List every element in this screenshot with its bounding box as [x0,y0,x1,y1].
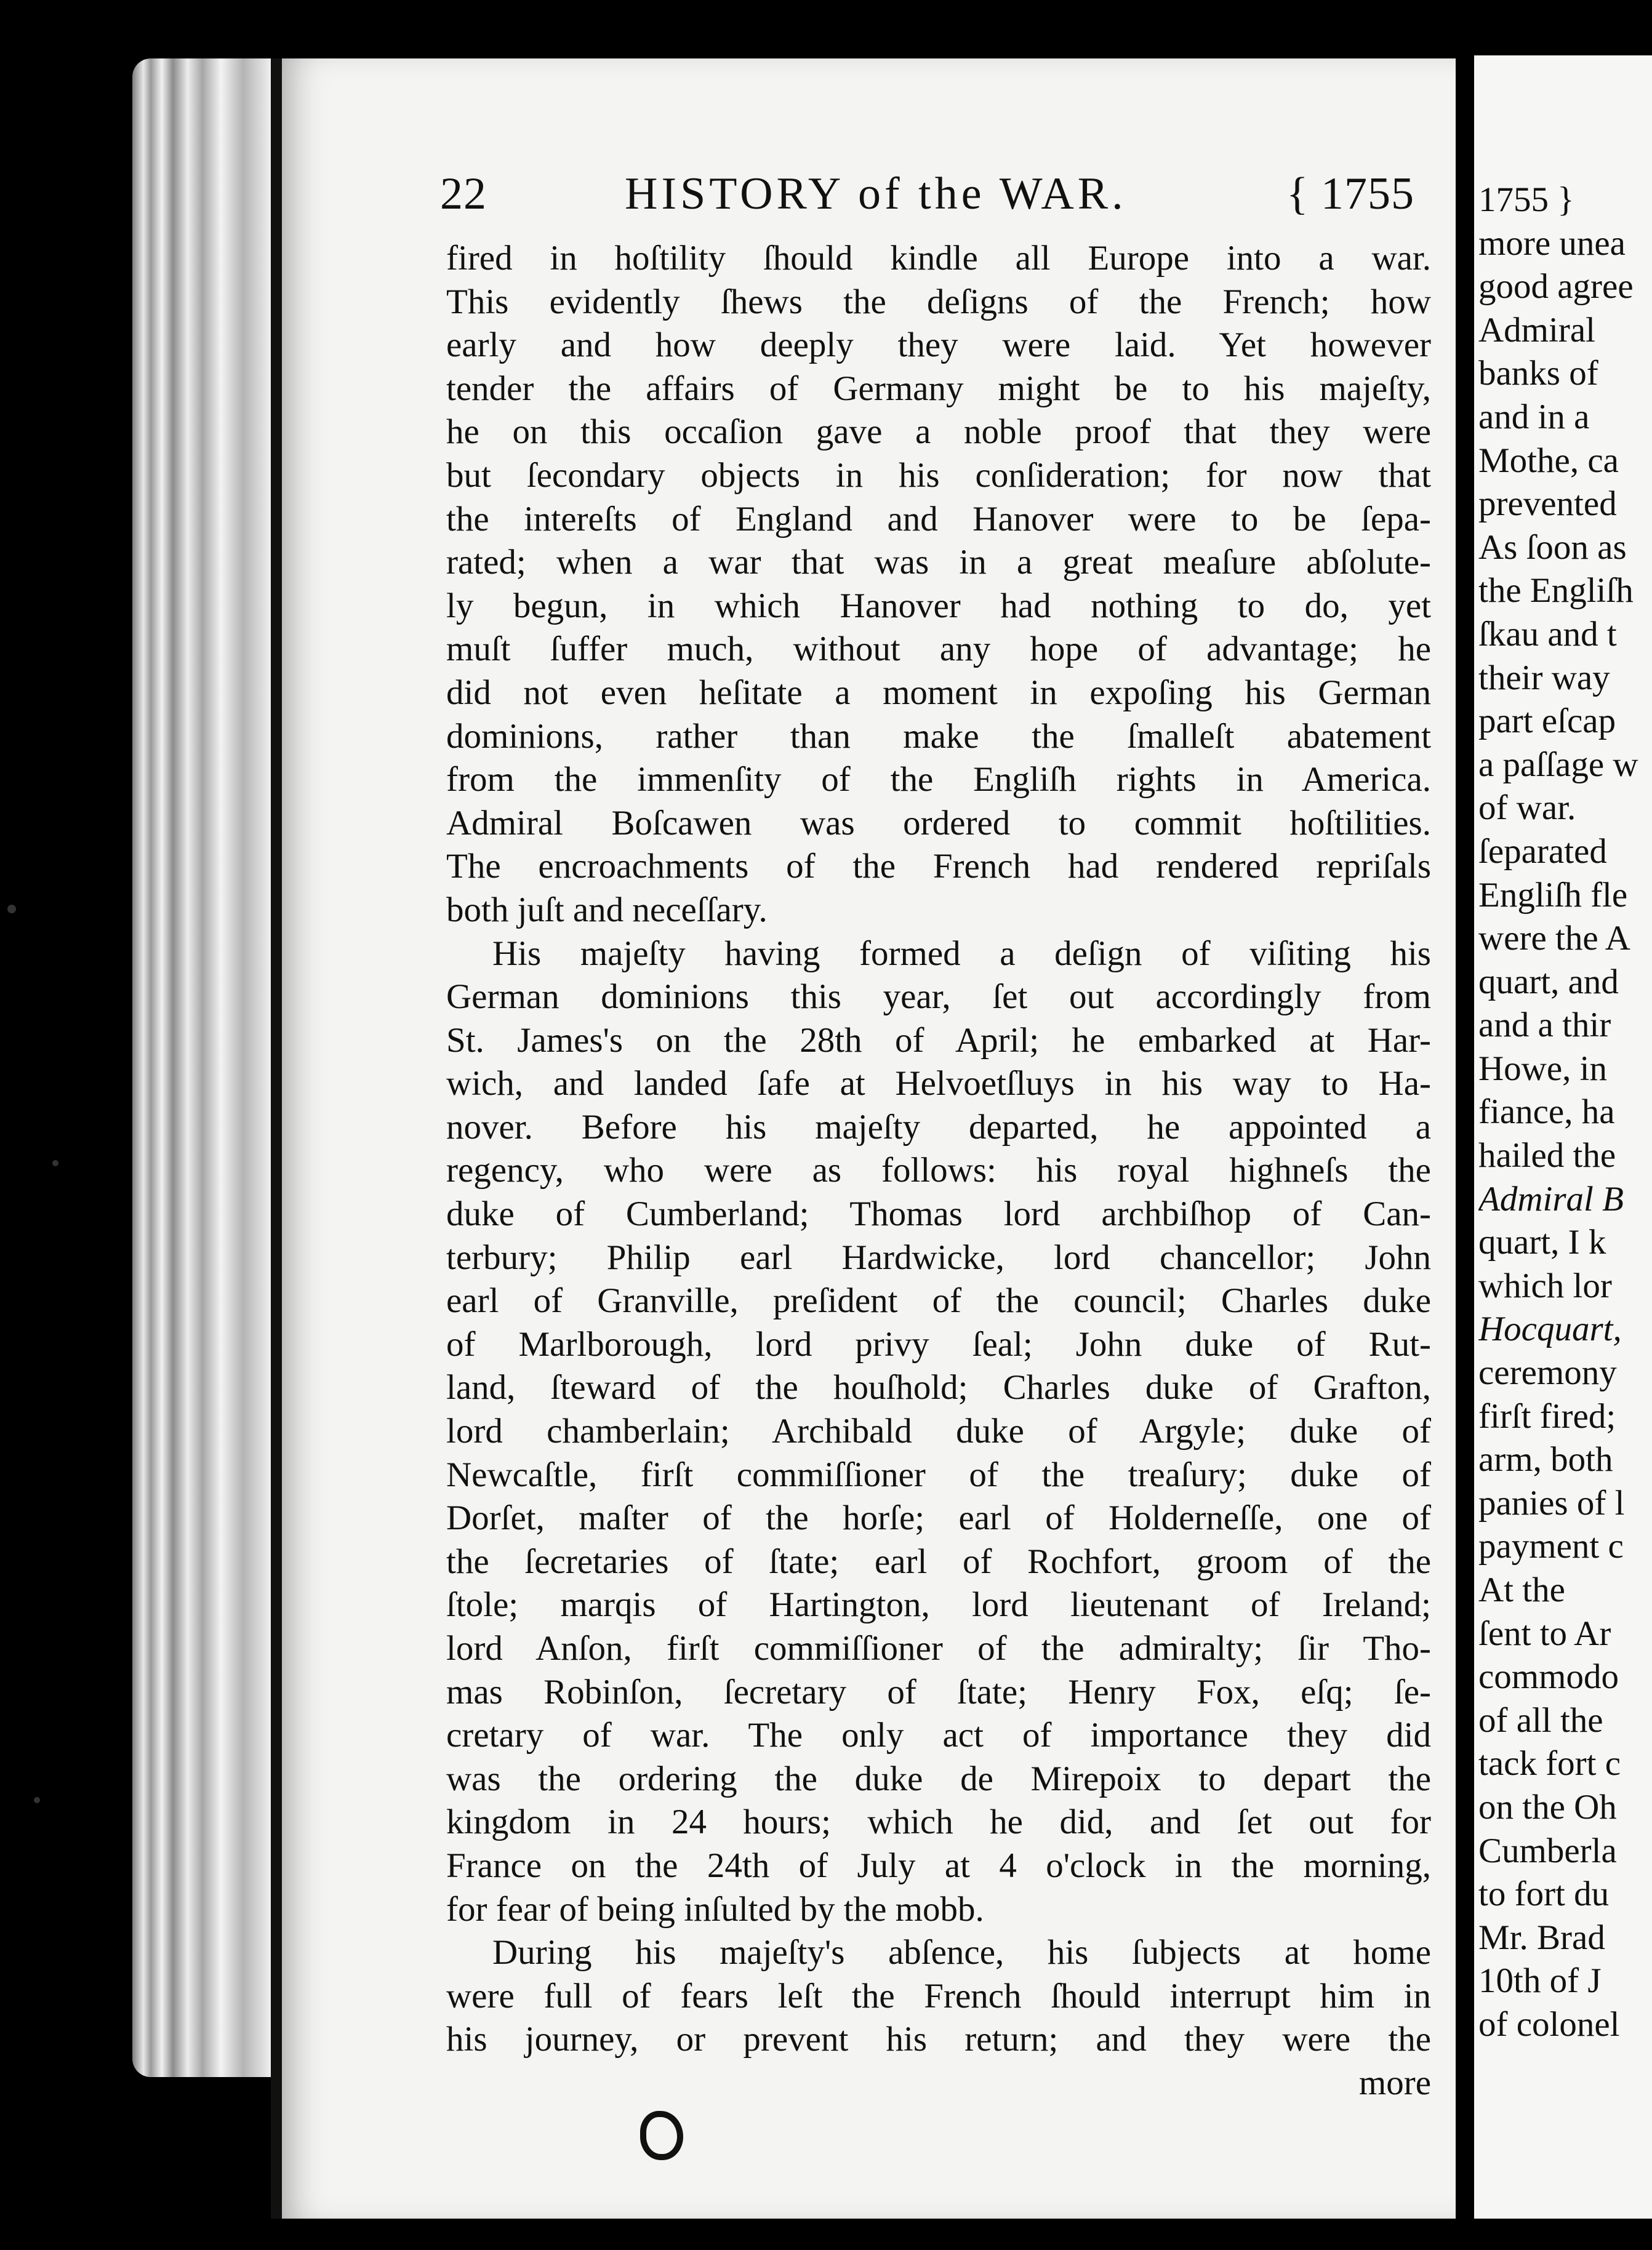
left-page-body-text [446,237,1431,2105]
text-line: His majeſty having formed a deſign of viſiting his [492,934,1431,973]
text-line: nover. Before his majeſty departed, he appointed a [446,1107,1431,1147]
text-line: of Marlborough, lord privy ſeal; John duke of Rut- [446,1324,1431,1364]
text-line: hailed the [1478,1136,1616,1175]
text-line: quart, and [1478,962,1619,1001]
text-line: During his majeſty's abſence, his ſubjects at home [492,1933,1431,1972]
text-line: Howe, in [1478,1049,1607,1088]
text-line: Mothe, ca [1478,441,1619,480]
text-line: the Engliſh [1478,571,1634,611]
text-line: ceremony [1478,1353,1617,1393]
text-line: their way [1478,658,1610,697]
text-line: land, ſteward of the houſhold; Charles duke of Grafton, [446,1368,1431,1407]
text-line: lord chamberlain; Archibald duke of Argyle; duke of [446,1412,1431,1451]
ink-speck [7,905,16,913]
text-line: panies of l [1478,1483,1625,1523]
text-line: Dorſet, maſter of the horſe; earl of Holderneſſe, one of [446,1499,1431,1538]
text-line: duke of Cumberland; Thomas lord archbiſhop of Can- [446,1195,1431,1234]
text-line: earl of Granville, preſident of the council; Charles duke [446,1281,1431,1321]
text-line: his journey, or prevent his return; and they were the [446,2020,1431,2059]
running-header [440,166,1437,222]
text-line: ly begun, in which Hanover had nothing to do, yet [446,586,1431,625]
text-line: fired in hoſtility ſhould kindle all Europe into a war. [446,239,1431,278]
text-line: early and how deeply they were laid. Yet however [446,326,1431,365]
text-line: regency, who were as follows: his royal highneſs the [446,1151,1431,1190]
text-line: Mr. Brad [1478,1918,1605,1957]
text-line: to fort du [1478,1875,1610,1914]
text-line: of all the [1478,1700,1603,1740]
text-line: payment c [1478,1527,1624,1566]
text-line: for fear of being inſulted by the mobb. [446,1889,984,1929]
text-line: Newcaſtle, firſt commiſſioner of the treaſury; duke of [446,1455,1431,1494]
text-line: was the ordering the duke de Mirepoix to depart the [446,1759,1431,1798]
ink-speck [52,1160,58,1166]
text-line: Cumberla [1478,1831,1617,1870]
text-line: did not even heſitate a moment in expoſing his German [446,673,1431,712]
right-header-year: 1755 } [1478,185,1574,219]
text-line: St. James's on the 28th of April; he embarked at Har- [446,1020,1431,1060]
text-line: were full of fears leſt the French ſhould interrupt him in [446,1976,1431,2016]
text-line: both juſt and neceſſary. [446,890,768,929]
text-line: the ſecretaries of ſtate; earl of Rochfort, groom of the [446,1542,1431,1581]
text-line: lord Anſon, firſt commiſſioner of the admiralty; ſir Tho- [446,1629,1431,1668]
text-line: tender the affairs of Germany might be to his majeſty, [446,369,1431,408]
text-line: quart, I k [1478,1223,1606,1262]
text-line: ſent to Ar [1478,1614,1611,1653]
text-line: a paſſage w [1478,745,1638,784]
text-line: kingdom in 24 hours; which he did, and ſet out for [446,1803,1431,1842]
text-line: fiance, ha [1478,1092,1615,1132]
page-number: 22 [440,169,487,219]
text-line: firſt fired; [1478,1396,1616,1436]
text-line: and a thir [1478,1006,1611,1045]
header-year: { 1755 [1286,169,1415,219]
text-line: prevented [1478,484,1617,524]
text-line: he on this occaſion gave a noble proof that they were [446,412,1431,452]
right-page-body-text [1478,185,1652,2047]
text-line: part eſcap [1478,702,1616,741]
text-line: The encroachments of the French had rendered repriſals [446,847,1431,886]
text-line: terbury; Philip earl Hardwicke, lord chancellor; John [446,1238,1431,1277]
text-line: cretary of war. The only act of importance they did [446,1716,1431,1755]
running-title: HISTORY of the WAR. [625,169,1127,219]
text-line: rated; when a war that was in a great meaſure abſolute- [446,543,1431,582]
text-line: ſtole; marqis of Hartington, lord lieutenant of Ireland; [446,1585,1431,1625]
ink-speck [34,1797,40,1803]
text-line: muſt ſuffer much, without any hope of advantage; he [446,630,1431,669]
text-line: more [1358,2063,1431,2102]
ink-blot [640,2111,683,2160]
text-line: Engliſh fle [1478,875,1628,915]
text-line: France on the 24th of July at 4 o'clock in the morning, [446,1846,1431,1885]
text-line: German dominions this year, ſet out accordingly from [446,977,1431,1017]
text-line: commodo [1478,1657,1619,1697]
text-line: At the [1478,1571,1565,1609]
text-line: ſkau and t [1478,614,1617,654]
text-line: the intereſts of England and Hanover were to be ſepa- [446,499,1431,538]
text-line: which lor [1478,1266,1612,1305]
text-line: Admiral Boſcawen was ordered to commit hoſtilities. [446,803,1431,843]
text-line: wich, and landed ſafe at Helvoetſluys in his way to Ha- [446,1064,1431,1103]
text-line: of war. [1478,788,1576,828]
text-line: mas Robinſon, ſecretary of ſtate; Henry Fox, eſq; ſe- [446,1672,1431,1712]
text-line: Admiral B [1478,1179,1624,1219]
text-line: As ſoon as [1478,527,1627,567]
text-line: dominions, rather than make the ſmalleſt abatement [446,716,1431,756]
text-line: Hocquart, [1478,1310,1622,1349]
text-line: from the immenſity of the Engliſh rights in America. [446,760,1431,799]
text-line: more unea [1478,223,1626,263]
text-line: but ſecondary objects in his conſideration; for now that [446,455,1431,495]
text-line: ſeparated [1478,831,1607,871]
text-line: were the A [1478,919,1630,958]
text-line: good agree [1478,267,1634,306]
text-line: This evidently ſhews the deſigns of the French; how [446,282,1431,321]
text-line: tack fort c [1478,1744,1621,1784]
text-line: arm, both [1478,1440,1613,1479]
text-line: on the Oh [1478,1787,1617,1827]
text-line: Admiral [1478,310,1595,350]
book-gutter [1456,0,1474,2250]
text-line: and in a [1478,397,1590,436]
text-line: banks of [1478,354,1598,393]
text-line: of colonel [1478,2004,1620,2044]
text-line: 10th of J [1478,1961,1602,2001]
